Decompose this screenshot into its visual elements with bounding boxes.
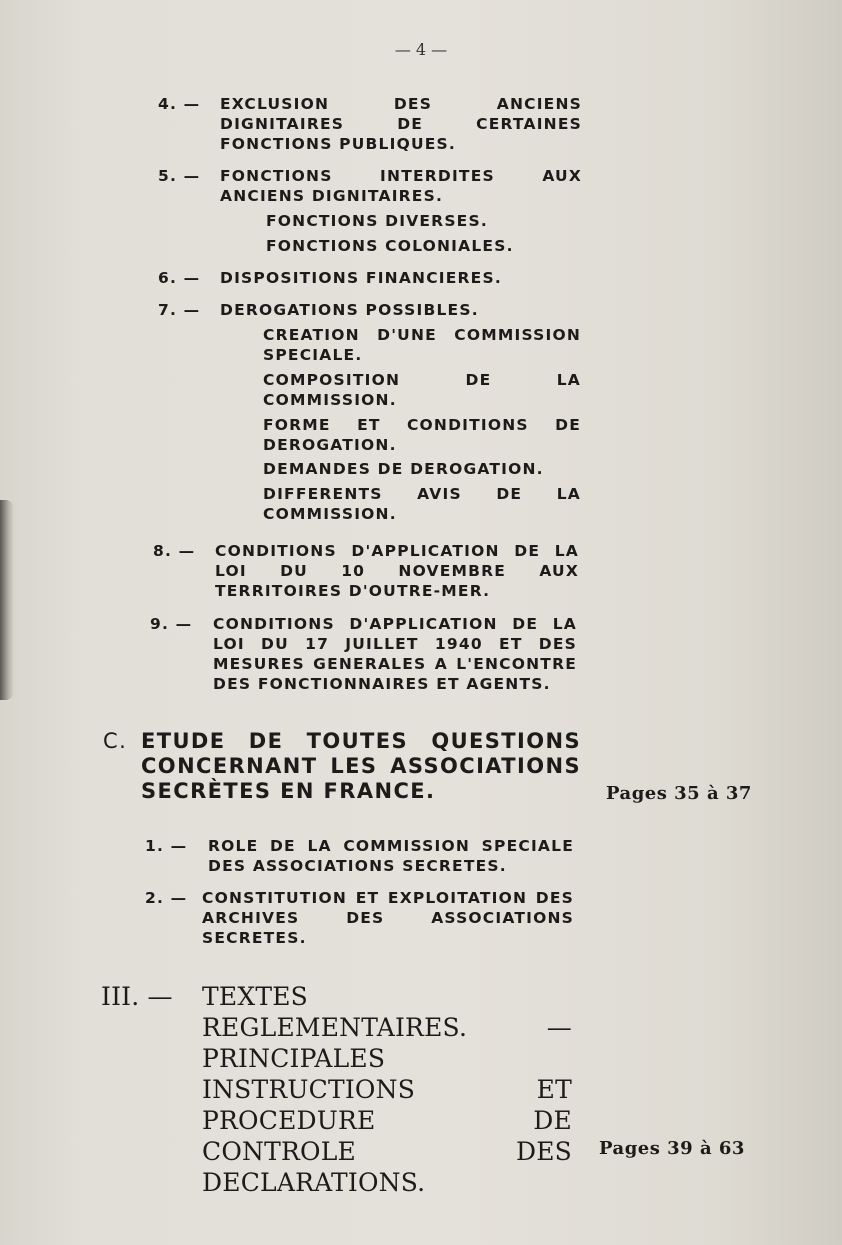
list-item xyxy=(158,300,588,320)
item-number: 1. — xyxy=(145,837,188,855)
section-heading xyxy=(101,981,581,1197)
item-number: 9. — xyxy=(150,615,193,633)
item-number: 7. — xyxy=(158,301,201,319)
list-item xyxy=(153,541,583,601)
item-text: FONCTIONS INTERDITES AUX ANCIENS DIGNITAIRES. xyxy=(220,167,582,205)
sub-item: DEMANDES DE DEROGATION. xyxy=(263,460,544,478)
section-letter: C. xyxy=(103,729,128,753)
list-item xyxy=(145,836,585,876)
list-item xyxy=(158,94,588,154)
sub-item: DIFFERENTS AVIS DE LA COMMISSION. xyxy=(263,485,581,523)
list-item xyxy=(158,166,588,206)
item-text: ROLE DE LA COMMISSION SPECIALE DES ASSOCIATIONS SECRETES. xyxy=(208,837,574,875)
list-item xyxy=(145,888,585,948)
section-title: ETUDE DE TOUTES QUESTIONS CONCERNANT LES ASSOCIATIONS SECRÈTES EN FRANCE. xyxy=(141,729,581,803)
section-number: III. — xyxy=(101,982,173,1011)
item-number: 8. — xyxy=(153,542,196,560)
item-text: CONDITIONS D'APPLICATION DE LA LOI DU 17 JUILLET 1940 ET DES MESURES GENERALES A L'ENCONTRE DES FONCTIONNAIRES ET AGENTS. xyxy=(213,615,577,693)
item-text: CONDITIONS D'APPLICATION DE LA LOI DU 10 NOVEMBRE AUX TERRITOIRES D'OUTRE-MER. xyxy=(215,542,579,600)
item-text: DISPOSITIONS FINANCIERES. xyxy=(220,269,502,287)
section-heading xyxy=(103,729,588,804)
item-number: 5. — xyxy=(158,167,201,185)
page-number: — 4 — xyxy=(394,40,448,59)
page-edge-shadow xyxy=(0,500,14,700)
item-text: DEROGATIONS POSSIBLES. xyxy=(220,301,479,319)
section-title: TEXTES REGLEMENTAIRES. — PRINCIPALES INSTRUCTIONS ET PROCEDURE DE CONTROLE DES DECLARATIONS. xyxy=(202,982,572,1197)
page-range: Pages 39 à 63 xyxy=(599,1138,745,1159)
item-number: 6. — xyxy=(158,269,201,287)
item-number: 4. — xyxy=(158,95,201,113)
list-item xyxy=(158,268,588,288)
item-text: CONSTITUTION ET EXPLOITATION DES ARCHIVES DES ASSOCIATIONS SECRETES. xyxy=(202,889,574,947)
sub-item: COMPOSITION DE LA COMMISSION. xyxy=(263,371,581,409)
sub-item: FONCTIONS COLONIALES. xyxy=(266,237,514,255)
sub-item: CREATION D'UNE COMMISSION SPECIALE. xyxy=(263,326,581,364)
sub-item: FORME ET CONDITIONS DE DEROGATION. xyxy=(263,416,581,454)
sub-item: FONCTIONS DIVERSES. xyxy=(266,212,488,230)
item-number: 2. — xyxy=(145,889,188,907)
page-range: Pages 35 à 37 xyxy=(606,783,752,804)
list-item xyxy=(150,614,580,694)
item-text: EXCLUSION DES ANCIENS DIGNITAIRES DE CERTAINES FONCTIONS PUBLIQUES. xyxy=(220,95,582,153)
